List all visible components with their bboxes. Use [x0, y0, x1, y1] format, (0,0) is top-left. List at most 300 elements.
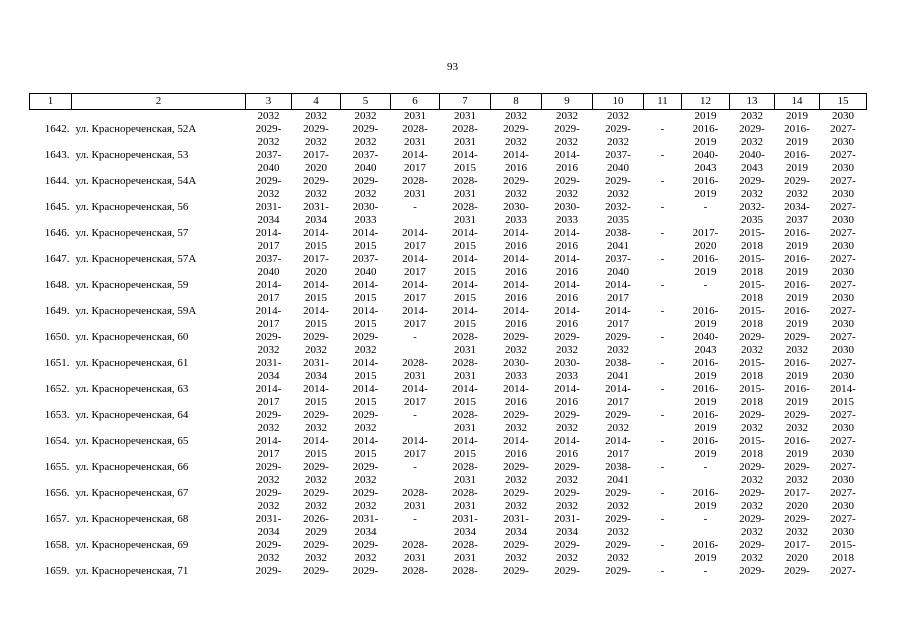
year-range-cell: [391, 383, 440, 409]
year-range-cell: [593, 149, 644, 175]
end-year: 2041: [607, 474, 629, 486]
year-range-cell: [440, 513, 491, 539]
column-header: 3: [246, 94, 292, 110]
table-row: [30, 201, 867, 227]
start-year: 2028-: [402, 487, 428, 499]
start-year: 2014-: [402, 435, 428, 447]
start-year: 2029-: [554, 175, 580, 187]
year-range-cell: [593, 357, 644, 383]
end-year: 2019: [694, 396, 717, 408]
row-number: 1659.: [44, 565, 70, 577]
year-range-cell: [341, 305, 391, 331]
end-year: 2015: [354, 396, 377, 408]
column-header: 15: [820, 94, 867, 110]
end-year: 2032: [305, 552, 327, 564]
end-year: 2016: [556, 318, 578, 330]
table-row: [30, 539, 867, 565]
end-year: 2032: [786, 344, 808, 356]
year-range-cell: [391, 461, 440, 487]
year-range-cell: [292, 383, 341, 409]
end-year: 2017: [404, 266, 426, 278]
year-range-cell: [292, 227, 341, 253]
end-year: 2032: [354, 344, 377, 356]
start-year: 2014-: [255, 227, 282, 239]
end-year: 2032: [505, 474, 527, 486]
year-range-cell: [542, 331, 593, 357]
end-year: 2019: [786, 162, 808, 174]
end-year: 2035: [607, 214, 629, 226]
end-year: 2016: [505, 162, 527, 174]
street-address: ул. Красноречeнская, 57: [75, 227, 189, 239]
year-range-cell: [775, 513, 820, 539]
start-year: 2015-: [739, 305, 765, 317]
year-range-cell: [246, 331, 292, 357]
street-address: ул. Красноречeнская, 63: [75, 383, 189, 395]
year-range-cell: [644, 357, 682, 383]
year-range-cell: [292, 487, 341, 513]
end-year: 2034: [257, 214, 280, 226]
end-year: 2020: [786, 500, 808, 512]
start-year: 2028-: [402, 539, 428, 551]
start-year: -: [660, 513, 665, 525]
end-year: 2016: [556, 162, 578, 174]
end-year: 2032: [786, 474, 808, 486]
start-year: 2014-: [503, 279, 529, 291]
start-year: 2028-: [452, 565, 478, 577]
year-range-cell: [341, 123, 391, 149]
table-row: [30, 227, 867, 253]
start-year: 2015-: [739, 357, 765, 369]
end-year: 2029: [305, 526, 327, 538]
end-year: 2031: [454, 188, 476, 200]
year-range-cell: [593, 513, 644, 539]
start-year: 2016-: [784, 383, 810, 395]
end-year: 2016: [505, 396, 527, 408]
year-range-cell: [775, 305, 820, 331]
start-year: 2016-: [784, 279, 810, 291]
street-address: ул. Красноречeнская, 53: [75, 149, 189, 161]
end-year: 2033: [556, 370, 578, 382]
year-range-cell: [341, 565, 391, 578]
year-range-cell: [775, 461, 820, 487]
year-range-cell: [440, 227, 491, 253]
start-year: 2030-: [554, 357, 580, 369]
end-year: 2019: [786, 292, 808, 304]
year-range-cell: [730, 253, 775, 279]
year-range-cell: [391, 409, 440, 435]
year-range-cell: [391, 539, 440, 565]
year-range-cell: [542, 279, 593, 305]
continuation-row: [30, 110, 867, 124]
year-range-cell: [440, 409, 491, 435]
year-range-cell: [391, 513, 440, 539]
end-year: 2019: [786, 370, 808, 382]
end-year: 2031: [454, 136, 476, 148]
start-year: 2029-: [784, 461, 810, 473]
end-year: 2019: [694, 552, 717, 564]
end-year: 2033: [505, 214, 527, 226]
year-range-cell: [246, 123, 292, 149]
year-range-cell: [292, 253, 341, 279]
end-year: 2018: [741, 292, 763, 304]
year-range-cell: [730, 201, 775, 227]
year-range-cell: [820, 123, 867, 149]
end-year: 2017: [257, 396, 280, 408]
year-range-cell: [820, 227, 867, 253]
year-range-cell: [775, 409, 820, 435]
start-year: 2016-: [692, 357, 719, 369]
end-year: 2015: [305, 292, 327, 304]
start-year: 2027-: [830, 201, 856, 213]
start-year: 2014-: [255, 383, 282, 395]
start-year: 2014-: [452, 305, 478, 317]
start-year: 2038-: [605, 461, 631, 473]
start-year: -: [660, 487, 665, 499]
start-year: 2016-: [784, 435, 810, 447]
year-range-cell: [730, 487, 775, 513]
end-year: 2030: [832, 266, 854, 278]
end-year: 2019: [694, 370, 717, 382]
start-year: 2014-: [303, 279, 329, 291]
start-year: 2029-: [303, 565, 329, 577]
year-range-cell: [542, 123, 593, 149]
start-year: 2014-: [554, 227, 580, 239]
start-year: 2029-: [503, 123, 529, 135]
end-year: 2032: [305, 344, 327, 356]
end-year: 2016: [556, 266, 578, 278]
start-year: 2029-: [784, 513, 810, 525]
year-range-cell: [682, 175, 730, 201]
end-year: 2032: [305, 474, 327, 486]
year-range-cell: [341, 435, 391, 461]
end-year: 2031: [404, 370, 426, 382]
end-year: 2015: [454, 448, 476, 460]
end-year: 2040: [354, 162, 377, 174]
start-year: 2029-: [503, 331, 529, 343]
start-year: 2029-: [739, 331, 765, 343]
end-year: 2032: [556, 188, 578, 200]
table-row: [30, 357, 867, 383]
start-year: 2014-: [554, 383, 580, 395]
year-range-cell: [491, 123, 542, 149]
year-range-cell: [775, 253, 820, 279]
year-range-cell: [775, 357, 820, 383]
end-year: 2032: [505, 136, 527, 148]
year-range-cell: [292, 409, 341, 435]
start-year: 2029-: [605, 487, 631, 499]
end-year: 2019: [694, 318, 717, 330]
year-range-cell: [775, 487, 820, 513]
start-year: 2031-: [352, 513, 379, 525]
start-year: 2017-: [303, 149, 329, 161]
year-range-cell: [593, 279, 644, 305]
end-year: 2043: [694, 344, 717, 356]
end-year: 2032: [741, 422, 763, 434]
year-range-cell: [775, 201, 820, 227]
year-range-cell: [593, 435, 644, 461]
year-range-cell: [730, 409, 775, 435]
start-year: 2016-: [784, 357, 810, 369]
year-range-cell: [820, 201, 867, 227]
end-year: 2031: [454, 344, 476, 356]
year-range-cell: [341, 201, 391, 227]
year-range-cell: [341, 513, 391, 539]
year-range-cell: [542, 305, 593, 331]
end-year: 2019: [694, 136, 717, 148]
year-range-cell: [341, 279, 391, 305]
start-year: 2016-: [692, 305, 719, 317]
year-range-cell: [730, 461, 775, 487]
row-number: 1655.: [44, 461, 70, 473]
start-year: 2014-: [402, 383, 428, 395]
column-header: 1: [30, 94, 72, 110]
year-range-cell: [292, 201, 341, 227]
table-cell: 2032: [505, 110, 527, 122]
table-cell: [644, 110, 682, 124]
start-year: 2029-: [784, 175, 810, 187]
start-year: 2016-: [692, 409, 719, 421]
end-year: 2032: [741, 552, 763, 564]
year-range-cell: [341, 175, 391, 201]
start-year: 2028-: [452, 357, 478, 369]
year-range-cell: [292, 461, 341, 487]
end-year: 2041: [607, 370, 629, 382]
start-year: 2027-: [830, 331, 856, 343]
row-number: 1642.: [44, 123, 70, 135]
year-range-cell: [682, 539, 730, 565]
year-range-cell: [542, 383, 593, 409]
start-year: 2016-: [784, 149, 810, 161]
end-year: 2032: [505, 500, 527, 512]
end-year: 2032: [556, 500, 578, 512]
year-range-cell: [820, 253, 867, 279]
year-range-cell: [491, 305, 542, 331]
end-year: 2017: [404, 162, 426, 174]
year-range-cell: [593, 539, 644, 565]
end-year: 2031: [454, 474, 476, 486]
end-year: 2015: [454, 162, 476, 174]
end-year: 2018: [741, 266, 763, 278]
start-year: 2030-: [352, 201, 379, 213]
start-year: 2031-: [452, 513, 478, 525]
start-year: -: [660, 123, 665, 135]
start-year: 2040-: [692, 149, 719, 161]
end-year: 2032: [607, 344, 629, 356]
year-range-cell: [491, 175, 542, 201]
start-year: 2017-: [784, 487, 810, 499]
start-year: 2029-: [255, 461, 282, 473]
start-year: 2014-: [402, 305, 428, 317]
end-year: 2030: [832, 240, 854, 252]
end-year: 2017: [607, 448, 629, 460]
column-header: 14: [775, 94, 820, 110]
start-year: 2016-: [692, 253, 719, 265]
table-row: [30, 253, 867, 279]
end-year: 2017: [607, 318, 629, 330]
year-range-cell: [644, 435, 682, 461]
end-year: 2032: [556, 136, 578, 148]
start-year: 2029-: [503, 175, 529, 187]
end-year: 2032: [354, 188, 377, 200]
year-range-cell: [593, 565, 644, 578]
start-year: 2017-: [692, 227, 719, 239]
end-year: 2032: [741, 136, 763, 148]
year-range-cell: [644, 409, 682, 435]
start-year: 2029-: [503, 409, 529, 421]
end-year: 2032: [741, 188, 763, 200]
column-header: 12: [682, 94, 730, 110]
end-year: 2019: [694, 266, 717, 278]
start-year: 2014-: [452, 279, 478, 291]
year-range-cell: [682, 279, 730, 305]
end-year: 2030: [832, 448, 854, 460]
year-range-cell: [440, 175, 491, 201]
start-year: 2027-: [830, 305, 856, 317]
year-range-cell: [593, 201, 644, 227]
start-year: 2029-: [739, 565, 765, 577]
end-year: 2017: [257, 292, 280, 304]
start-year: 2014-: [605, 383, 631, 395]
start-year: 2037-: [605, 149, 631, 161]
start-year: 2038-: [605, 227, 631, 239]
end-year: 2032: [354, 136, 377, 148]
start-year: 2015-: [739, 383, 765, 395]
year-range-cell: [730, 227, 775, 253]
end-year: 2032: [786, 188, 808, 200]
street-address: ул. Красноречeнская, 57А: [75, 253, 197, 265]
start-year: 2029-: [255, 175, 282, 187]
end-year: 2020: [305, 266, 327, 278]
start-year: 2015-: [739, 227, 765, 239]
end-year: 2015: [454, 292, 476, 304]
start-year: 2029-: [739, 539, 765, 551]
year-range-cell: [730, 565, 775, 578]
year-range-cell: [246, 539, 292, 565]
year-range-cell: [292, 123, 341, 149]
start-year: 2031-: [255, 357, 282, 369]
start-year: 2016-: [692, 383, 719, 395]
end-year: 2032: [741, 344, 763, 356]
start-year: 2014-: [352, 305, 379, 317]
year-range-cell: [820, 175, 867, 201]
start-year: 2028-: [452, 409, 478, 421]
year-range-cell: [246, 279, 292, 305]
start-year: 2027-: [830, 175, 856, 187]
table-cell: 2030: [832, 110, 854, 122]
start-year: 2029-: [605, 123, 631, 135]
start-year: 2029-: [303, 461, 329, 473]
end-year: 2018: [741, 318, 763, 330]
start-year: -: [703, 565, 708, 577]
year-range-cell: [730, 435, 775, 461]
start-year: 2014-: [352, 279, 379, 291]
end-year: 2040: [607, 162, 629, 174]
row-number: 1653.: [44, 409, 70, 421]
start-year: 2029-: [255, 539, 282, 551]
start-year: 2027-: [830, 227, 856, 239]
end-year: 2030: [832, 136, 854, 148]
table-row: [30, 149, 867, 175]
year-range-cell: [775, 383, 820, 409]
year-range-cell: [246, 253, 292, 279]
year-range-cell: [391, 331, 440, 357]
year-range-cell: [491, 227, 542, 253]
year-range-cell: [341, 149, 391, 175]
end-year: 2032: [257, 344, 280, 356]
start-year: 2027-: [830, 565, 856, 577]
start-year: 2029-: [605, 565, 631, 577]
year-range-cell: [682, 513, 730, 539]
start-year: 2026-: [303, 513, 329, 525]
table-cell: [72, 110, 246, 124]
year-range-cell: [644, 513, 682, 539]
start-year: 2030-: [554, 201, 580, 213]
start-year: 2029-: [605, 331, 631, 343]
end-year: 2033: [505, 370, 527, 382]
start-year: 2029-: [739, 513, 765, 525]
table-row: [30, 513, 867, 539]
year-range-cell: [391, 487, 440, 513]
year-range-cell: [246, 149, 292, 175]
year-range-cell: [593, 409, 644, 435]
start-year: 2014-: [503, 305, 529, 317]
start-year: 2029-: [303, 175, 329, 187]
end-year: 2017: [404, 318, 426, 330]
year-range-cell: [391, 175, 440, 201]
end-year: 2030: [832, 344, 854, 356]
year-range-cell: [491, 253, 542, 279]
year-range-cell: [341, 253, 391, 279]
year-range-cell: [491, 279, 542, 305]
end-year: 2016: [505, 448, 527, 460]
start-year: 2014-: [554, 149, 580, 161]
end-year: 2016: [556, 292, 578, 304]
year-range-cell: [593, 123, 644, 149]
start-year: 2014-: [830, 383, 856, 395]
end-year: 2016: [505, 240, 527, 252]
end-year: 2017: [607, 396, 629, 408]
start-year: 2014-: [352, 435, 379, 447]
start-year: 2029-: [352, 123, 379, 135]
start-year: 2029-: [255, 331, 282, 343]
table-row: [30, 123, 867, 149]
year-range-cell: [542, 227, 593, 253]
start-year: 2014-: [554, 253, 580, 265]
start-year: 2028-: [452, 461, 478, 473]
year-range-cell: [730, 305, 775, 331]
start-year: 2029-: [352, 487, 379, 499]
end-year: 2040: [607, 266, 629, 278]
end-year: 2031: [404, 136, 426, 148]
year-range-cell: [820, 409, 867, 435]
year-range-cell: [440, 279, 491, 305]
street-address: ул. Красноречeнская, 67: [75, 487, 189, 499]
column-header: 13: [730, 94, 775, 110]
year-range-cell: [246, 175, 292, 201]
year-range-cell: [246, 565, 292, 578]
start-year: 2029-: [554, 539, 580, 551]
start-year: 2014-: [554, 305, 580, 317]
year-range-cell: [682, 461, 730, 487]
row-number: 1646.: [44, 227, 70, 239]
street-address: ул. Красноречeнская, 69: [75, 539, 189, 551]
year-range-cell: [775, 539, 820, 565]
start-year: 2027-: [830, 409, 856, 421]
end-year: 2030: [832, 526, 854, 538]
column-header: 5: [341, 94, 391, 110]
year-range-cell: [820, 279, 867, 305]
start-year: 2014-: [352, 357, 379, 369]
